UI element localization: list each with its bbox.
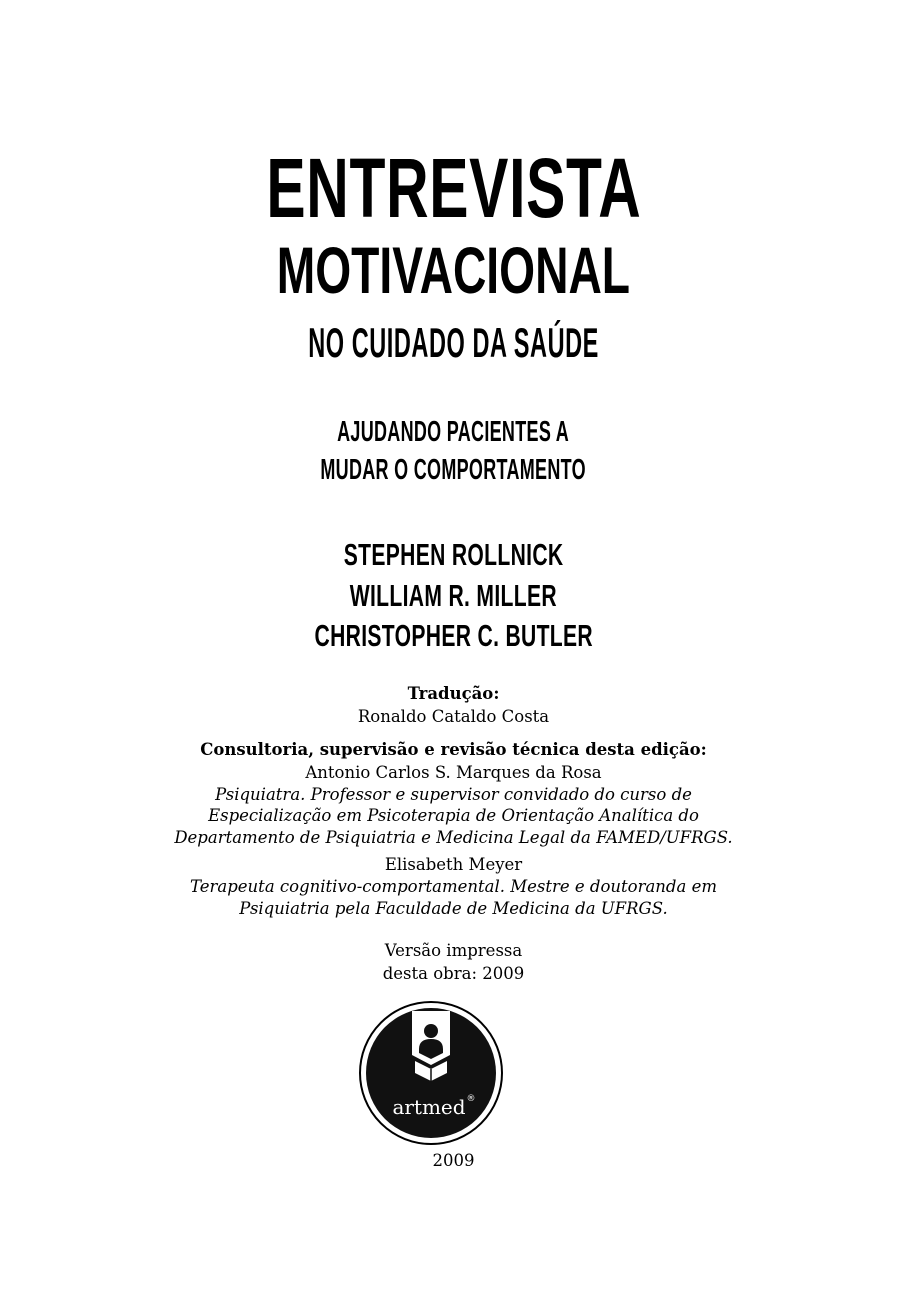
publication-year: 2009 [432, 1151, 475, 1170]
consultant-description: Psiquiatria pela Faculdade de Medicina da UFRGS. [239, 899, 668, 918]
translator-name: Ronaldo Cataldo Costa [357, 707, 550, 726]
book-title: ENTREVISTA [265, 141, 642, 235]
consultant-description: Especialização em Psicoterapia de Orientação Analítica do [208, 806, 699, 825]
book-subtitle-line-2: MUDAR O COMPORTAMENTO [320, 454, 587, 486]
publisher-name: artmed [392, 1095, 466, 1119]
consultant-description: Departamento de Psiquiatria e Medicina Legal da FAMED/UFRGS. [174, 828, 733, 847]
translation-label: Tradução: [407, 684, 500, 703]
consultant-description: Psiquiatra. Professor e supervisor convidado do curso de [215, 785, 692, 804]
print-version-note-line-2: desta obra: 2009 [382, 964, 525, 983]
artmed-logo [359, 1001, 503, 1145]
print-version-note: Versão impressa [384, 941, 523, 960]
reader-with-book-icon [412, 1011, 450, 1081]
book-title-line-2: MOTIVACIONAL [276, 233, 631, 307]
consultant-name: Elisabeth Meyer [384, 855, 523, 874]
author-name: STEPHEN ROLLNICK [343, 537, 564, 572]
consultancy-label: Consultoria, supervisão e revisão técnica desta edição: [200, 740, 707, 759]
author-name: CHRISTOPHER C. BUTLER [314, 618, 593, 653]
book-title-line-3: NO CUIDADO DA SAÚDE [308, 319, 599, 366]
consultant-description: Terapeuta cognitivo-comportamental. Mestre e doutoranda em [190, 877, 717, 896]
registered-mark: ® [466, 1094, 476, 1104]
book-subtitle: AJUDANDO PACIENTES A [337, 416, 570, 448]
consultant-name: Antonio Carlos S. Marques da Rosa [305, 763, 602, 782]
author-name: WILLIAM R. MILLER [349, 578, 558, 613]
